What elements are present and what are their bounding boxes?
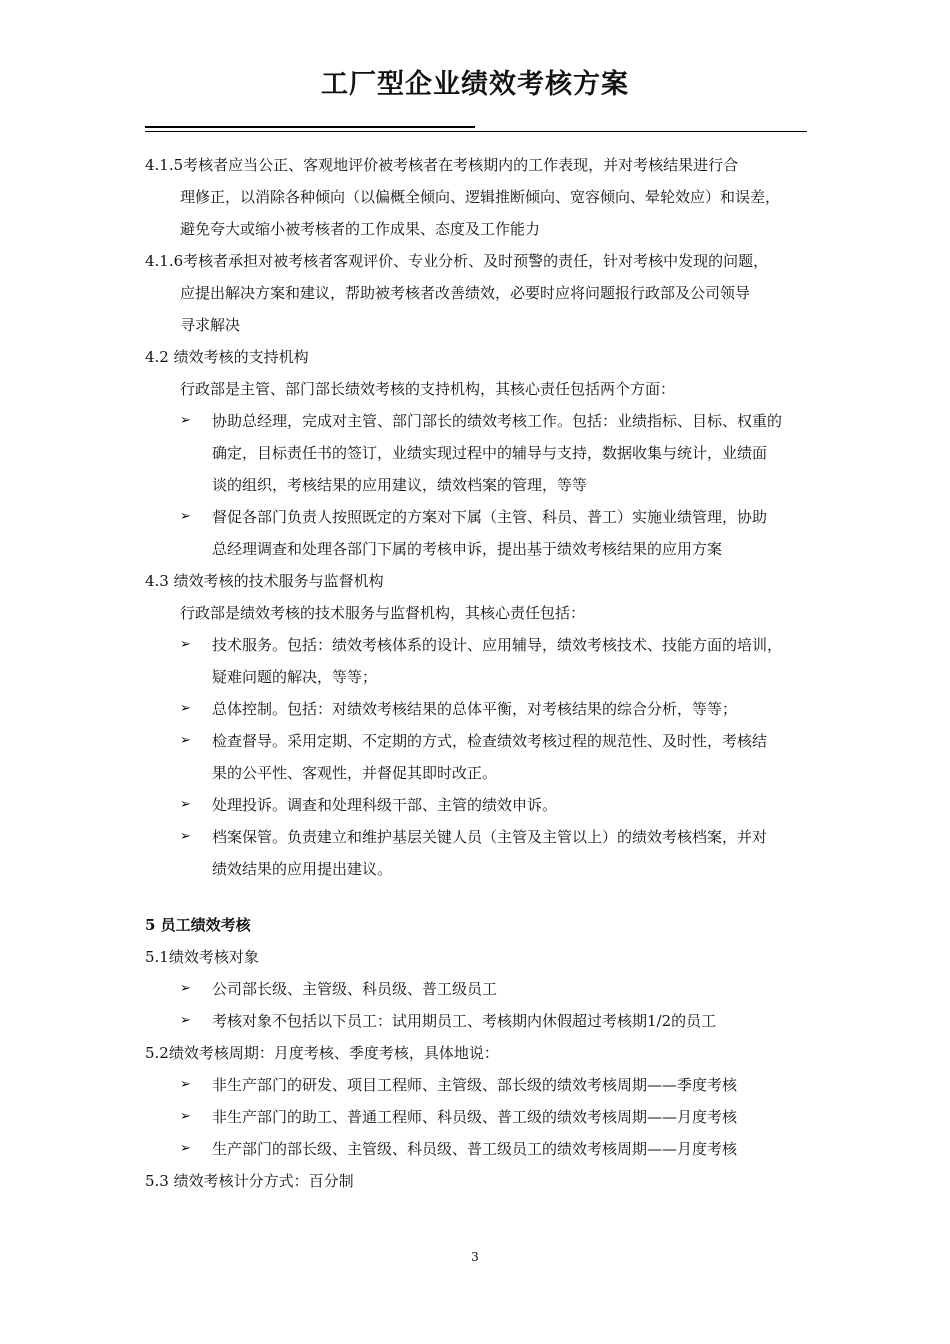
section-5-2-heading: 5.2绩效考核周期：月度考核、季度考核，具体地说： <box>145 1044 499 1062</box>
list-item-text: 档案保管。负责建立和维护基层关键人员（主管及主管以上）的绩效考核档案，并对 <box>212 828 768 846</box>
bullet-arrow-icon: ➢ <box>180 733 191 748</box>
section-5-1-heading: 5.1绩效考核对象 <box>145 948 259 966</box>
bullet-arrow-icon: ➢ <box>180 413 191 428</box>
section-4-3-intro: 行政部是绩效考核的技术服务与监督机构，其核心责任包括： <box>180 604 586 622</box>
section-5-heading: 5 员工绩效考核 <box>145 916 251 934</box>
list-item-text: 绩效结果的应用提出建议。 <box>212 860 393 878</box>
list-item-text: 公司部长级、主管级、科员级、普工级员工 <box>212 980 498 998</box>
bullet-arrow-icon: ➢ <box>180 1077 191 1092</box>
list-item-text: 考核对象不包括以下员工：试用期员工、考核期内休假超过考核期1/2的员工 <box>212 1012 717 1030</box>
bullet-arrow-icon: ➢ <box>180 701 191 716</box>
header-rule-thick <box>145 126 475 128</box>
list-item-text: 技术服务。包括：绩效考核体系的设计、应用辅导，绩效考核技术、技能方面的培训， <box>212 636 783 654</box>
list-item-text: 果的公平性、客观性，并督促其即时改正。 <box>212 764 498 782</box>
page-title: 工厂型企业绩效考核方案 <box>321 69 629 100</box>
clause-4-1-6-line-2: 应提出解决方案和建议，帮助被考核者改善绩效，必要时应将问题报行政部及公司领导 <box>180 284 751 302</box>
bullet-arrow-icon: ➢ <box>180 829 191 844</box>
list-item-text: 督促各部门负责人按照既定的方案对下属（主管、科员、普工）实施业绩管理，协助 <box>212 508 768 526</box>
list-item-text: 非生产部门的研发、项目工程师、主管级、部长级的绩效考核周期——季度考核 <box>212 1076 738 1094</box>
section-4-3-heading: 4.3 绩效考核的技术服务与监督机构 <box>145 572 384 590</box>
bullet-arrow-icon: ➢ <box>180 797 191 812</box>
clause-4-1-5-line-2: 理修正，以消除各种倾向（以偏概全倾向、逻辑推断倾向、宽容倾向、晕轮效应）和误差， <box>180 188 781 206</box>
section-4-2-intro: 行政部是主管、部门部长绩效考核的支持机构，其核心责任包括两个方面： <box>180 380 676 398</box>
clause-4-1-6-line-1: 4.1.6考核者承担对被考核者客观评价、专业分析、及时预警的责任，针对考核中发现的问题， <box>145 252 769 270</box>
list-item-text: 协助总经理，完成对主管、部门部长的绩效考核工作。包括：业绩指标、目标、权重的 <box>212 412 783 430</box>
clause-4-1-5-line-3: 避免夸大或缩小被考核者的工作成果、态度及工作能力 <box>180 220 541 238</box>
page-number: 3 <box>471 1250 479 1264</box>
bullet-arrow-icon: ➢ <box>180 1109 191 1124</box>
list-item-text: 非生产部门的助工、普通工程师、科员级、普工级的绩效考核周期——月度考核 <box>212 1108 738 1126</box>
bullet-arrow-icon: ➢ <box>180 981 191 996</box>
clause-4-1-6-line-3: 寻求解决 <box>180 316 241 334</box>
bullet-arrow-icon: ➢ <box>180 1141 191 1156</box>
list-item-text: 生产部门的部长级、主管级、科员级、普工级员工的绩效考核周期——月度考核 <box>212 1140 738 1158</box>
clause-4-1-5-line-1: 4.1.5考核者应当公正、客观地评价被考核者在考核期内的工作表现，并对考核结果进行合 <box>145 156 739 174</box>
bullet-arrow-icon: ➢ <box>180 637 191 652</box>
list-item-text: 确定，目标责任书的签订，业绩实现过程中的辅导与支持，数据收集与统计，业绩面 <box>212 444 768 462</box>
section-5-3-heading: 5.3 绩效考核计分方式：百分制 <box>145 1172 354 1190</box>
bullet-arrow-icon: ➢ <box>180 1013 191 1028</box>
list-item-text: 疑难问题的解决，等等； <box>212 668 378 686</box>
section-4-2-heading: 4.2 绩效考核的支持机构 <box>145 348 309 366</box>
list-item-text: 谈的组织，考核结果的应用建议，绩效档案的管理，等等 <box>212 476 588 494</box>
list-item-text: 处理投诉。调查和处理科级干部、主管的绩效申诉。 <box>212 796 558 814</box>
list-item-text: 总经理调查和处理各部门下属的考核申诉，提出基于绩效考核结果的应用方案 <box>212 540 723 558</box>
list-item-text: 检查督导。采用定期、不定期的方式，检查绩效考核过程的规范性、及时性，考核结 <box>212 732 768 750</box>
header-rule-thin <box>145 131 807 132</box>
bullet-arrow-icon: ➢ <box>180 509 191 524</box>
list-item-text: 总体控制。包括：对绩效考核结果的总体平衡，对考核结果的综合分析，等等； <box>212 700 738 718</box>
